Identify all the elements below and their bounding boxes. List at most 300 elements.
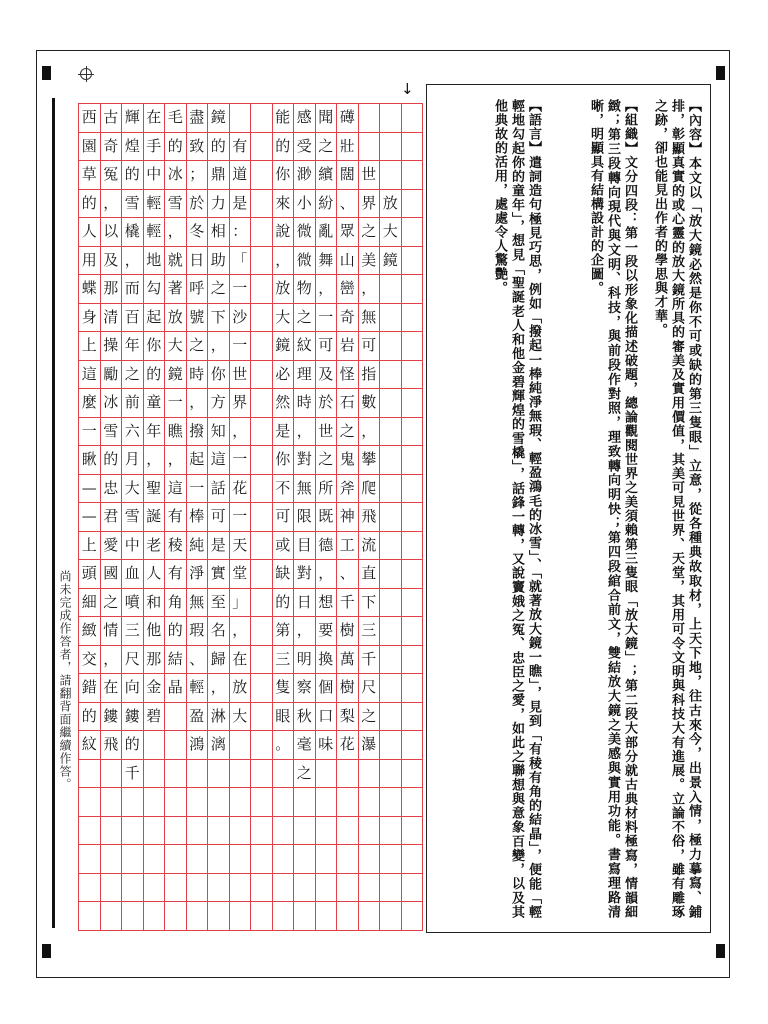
grid-cell <box>250 189 273 219</box>
corner-mark-bottom-left <box>42 944 51 958</box>
grid-cell: 鏡 <box>164 360 187 390</box>
grid-cell: 紋 <box>78 730 101 760</box>
grid-cell: 攀 <box>358 445 381 475</box>
grid-cell <box>250 217 273 247</box>
grid-cell <box>186 787 209 817</box>
grid-cell: 這 <box>78 360 101 390</box>
grid-cell <box>379 873 402 903</box>
grid-cell <box>401 160 424 190</box>
grid-cell: 所 <box>315 474 338 504</box>
grid-cell: 在 <box>229 645 252 675</box>
grid-cell <box>401 474 424 504</box>
grid-cell: 的 <box>121 730 144 760</box>
grid-cell: 年 <box>121 331 144 361</box>
grid-cell: 味 <box>315 730 338 760</box>
grid-cell: 樹 <box>336 616 359 646</box>
grid-cell: 方 <box>207 388 230 418</box>
grid-cell: 、 <box>186 645 209 675</box>
grid-cell: ： <box>229 217 252 247</box>
grid-cell: 一 <box>229 445 252 475</box>
grid-cell: 是 <box>207 531 230 561</box>
grid-cell <box>401 873 424 903</box>
content-text: 本文以「放大鏡必然是你不可或缺的第三隻眼」立意，從各種典故取材，上天下地，往古來今，出景入情，極力摹寫、鋪排，彰顯真實的或心靈的放大鏡所具的審美及實用價值，其美可見世界、天堂，其用可令文明與科技大有進展。立論不俗，雖有雕琢之跡，卻也能見出作者的學思與才華。 <box>652 99 701 920</box>
grid-cell <box>401 901 424 931</box>
grid-cell: 隻 <box>272 673 295 703</box>
grid-cell: 一 <box>229 274 252 304</box>
grid-cell: 的 <box>272 588 295 618</box>
grid-cell: 闊 <box>336 160 359 190</box>
grid-cell: 說 <box>272 217 295 247</box>
grid-cell <box>401 246 424 276</box>
grid-cell: 和 <box>143 588 166 618</box>
grid-cell: 助 <box>207 246 230 276</box>
grid-cell: 之 <box>358 217 381 247</box>
grid-column <box>100 103 124 930</box>
grid-cell: 上 <box>78 531 101 561</box>
grid-cell: 之 <box>100 588 123 618</box>
grid-cell: 鏤 <box>121 702 144 732</box>
grid-cell: ， <box>207 331 230 361</box>
grid-column <box>358 103 382 930</box>
grid-cell: 園 <box>78 132 101 162</box>
grid-cell: 晶 <box>164 673 187 703</box>
grid-cell: 上 <box>78 331 101 361</box>
grid-cell: 界 <box>358 189 381 219</box>
grid-cell: 至 <box>207 588 230 618</box>
grid-cell <box>121 787 144 817</box>
grid-cell: 一 <box>164 388 187 418</box>
grid-cell <box>78 873 101 903</box>
grid-cell: 忠 <box>100 474 123 504</box>
grid-cell: 知 <box>207 417 230 447</box>
grid-cell: 秋 <box>293 702 316 732</box>
grid-cell <box>121 816 144 846</box>
grid-cell: 一 <box>78 417 101 447</box>
grid-cell <box>250 873 273 903</box>
grid-cell: 必 <box>272 360 295 390</box>
grid-cell: 然 <box>272 388 295 418</box>
grid-cell: 及 <box>100 246 123 276</box>
grid-cell: 的 <box>143 360 166 390</box>
grid-cell <box>379 360 402 390</box>
grid-cell: 指 <box>358 360 381 390</box>
grid-cell: 血 <box>121 559 144 589</box>
grid-cell: ， <box>186 388 209 418</box>
grid-cell: 他 <box>143 616 166 646</box>
grid-cell <box>186 873 209 903</box>
grid-cell <box>379 673 402 703</box>
grid-cell <box>358 816 381 846</box>
grid-cell <box>379 417 402 447</box>
grid-cell: 尺 <box>121 645 144 675</box>
grid-cell: ， <box>315 274 338 304</box>
grid-cell: ， <box>143 445 166 475</box>
grid-cell <box>100 759 123 789</box>
grid-cell <box>336 759 359 789</box>
grid-cell: 聖 <box>143 474 166 504</box>
grid-cell: 頭 <box>78 559 101 589</box>
grid-cell: 壯 <box>336 132 359 162</box>
grid-cell: 身 <box>78 303 101 333</box>
grid-cell <box>401 274 424 304</box>
grid-cell <box>315 816 338 846</box>
grid-cell: 年 <box>143 417 166 447</box>
grid-cell <box>229 103 252 133</box>
grid-cell <box>229 787 252 817</box>
registration-crosshair-icon <box>80 68 92 80</box>
grid-cell: 於 <box>186 189 209 219</box>
grid-cell <box>336 901 359 931</box>
grid-cell: 放 <box>379 189 402 219</box>
grid-cell: 的 <box>78 189 101 219</box>
grid-cell: 直 <box>358 559 381 589</box>
grid-cell <box>379 559 402 589</box>
grid-cell: 眼 <box>272 702 295 732</box>
grid-cell: 」 <box>229 588 252 618</box>
grid-cell: 感 <box>293 103 316 133</box>
grid-cell: ， <box>207 673 230 703</box>
grid-cell: 古 <box>100 103 123 133</box>
grid-cell: 來 <box>272 189 295 219</box>
grid-cell: 物 <box>293 274 316 304</box>
grid-cell: 飛 <box>358 502 381 532</box>
grid-cell <box>186 844 209 874</box>
grid-column <box>143 103 167 930</box>
grid-cell <box>250 246 273 276</box>
grid-cell <box>250 616 273 646</box>
corner-mark-bottom-right <box>716 944 725 958</box>
grid-cell: 一 <box>186 474 209 504</box>
grid-cell: 無 <box>293 474 316 504</box>
grid-cell: 勵 <box>100 360 123 390</box>
grid-cell: 你 <box>143 331 166 361</box>
grid-cell <box>250 816 273 846</box>
structure-paragraph <box>550 99 638 919</box>
grid-cell: 繽 <box>315 160 338 190</box>
grid-cell: 清 <box>100 303 123 333</box>
grid-cell <box>401 816 424 846</box>
grid-cell <box>401 132 424 162</box>
grid-cell: 瀑 <box>358 730 381 760</box>
grid-cell <box>272 844 295 874</box>
grid-cell: 操 <box>100 331 123 361</box>
grid-cell: 天 <box>229 531 252 561</box>
grid-cell <box>250 103 273 133</box>
grid-cell: 結 <box>164 645 187 675</box>
grid-cell: 在 <box>143 103 166 133</box>
grid-cell <box>336 844 359 874</box>
language-text: 遣詞造句極見巧思，例如「撥起一棒純淨無瑕、輕盈鴻毛的冰雪」、「就著放大鏡一瞧」，見到「有稜有角的結晶」，便能「輕輕地勾起你的童年」，想見「聖誕老人和他金碧輝煌的雪橇」，話鋒一轉，又說竇娥之冤、忠臣之愛，如此之聯想與意象百變，以及其他典故的活用，處處令人驚艷。 <box>492 99 541 920</box>
grid-cell: 目 <box>293 531 316 561</box>
grid-cell <box>358 759 381 789</box>
grid-cell: 鼎 <box>207 160 230 190</box>
grid-cell: 愛 <box>100 531 123 561</box>
grid-cell <box>272 759 295 789</box>
grid-cell <box>250 303 273 333</box>
grid-cell: 雪 <box>121 502 144 532</box>
grid-cell <box>250 787 273 817</box>
grid-cell <box>250 474 273 504</box>
grid-cell: 美 <box>358 246 381 276</box>
grid-cell: 雪 <box>100 417 123 447</box>
grid-cell <box>164 702 187 732</box>
grid-cell: 樹 <box>336 673 359 703</box>
grid-cell <box>401 588 424 618</box>
grid-cell: 起 <box>143 303 166 333</box>
grid-cell <box>379 303 402 333</box>
grid-cell: ， <box>100 189 123 219</box>
structure-tag: 【組織】 <box>622 99 637 156</box>
grid-cell <box>250 730 273 760</box>
grid-cell <box>250 559 273 589</box>
grid-cell: 道 <box>229 160 252 190</box>
grid-cell: 是 <box>272 417 295 447</box>
grid-cell: ， <box>121 246 144 276</box>
down-arrow-icon: ↓ <box>401 80 414 98</box>
grid-cell: 毫 <box>293 730 316 760</box>
grid-cell <box>379 103 402 133</box>
structure-text: 文分四段：第一段以形象化描述破題，總論觀閱世界之美須賴第三隻眼「放大鏡」；第二段大部分就古典材料極寫，情韻細緻；第三段轉向現代與文明、科技，與前段作對照，理致轉向明快；第四段綰合前文，雙結放大鏡之美感與實用功能。書寫理路清晰，明顯具有結構設計的企圖。 <box>588 99 637 920</box>
grid-cell <box>401 417 424 447</box>
grid-cell: 微 <box>293 217 316 247</box>
grid-cell: 奇 <box>100 132 123 162</box>
grid-cell <box>186 816 209 846</box>
grid-cell: 漓 <box>207 730 230 760</box>
grid-column <box>293 103 317 930</box>
grid-cell <box>207 759 230 789</box>
grid-cell: 時 <box>293 388 316 418</box>
grid-cell: 中 <box>143 160 166 190</box>
grid-cell <box>78 844 101 874</box>
grid-column <box>401 103 425 930</box>
grid-cell: 紋 <box>293 331 316 361</box>
grid-cell <box>250 702 273 732</box>
grid-cell: 下 <box>358 588 381 618</box>
grid-cell <box>379 702 402 732</box>
grid-cell <box>379 645 402 675</box>
grid-cell: 瞧 <box>164 417 187 447</box>
grid-cell: 你 <box>272 445 295 475</box>
grid-cell: 下 <box>207 303 230 333</box>
grid-cell: 的 <box>207 132 230 162</box>
grid-cell: 輕 <box>143 217 166 247</box>
grid-cell <box>229 873 252 903</box>
grid-cell: 明 <box>293 645 316 675</box>
grid-cell <box>379 759 402 789</box>
grid-cell: 、 <box>336 189 359 219</box>
grid-column <box>272 103 296 930</box>
grid-cell: 千 <box>358 645 381 675</box>
grid-cell: 有 <box>164 502 187 532</box>
grid-cell <box>78 816 101 846</box>
grid-cell <box>207 873 230 903</box>
grid-cell <box>293 844 316 874</box>
grid-cell: 那 <box>100 274 123 304</box>
grid-cell <box>250 673 273 703</box>
grid-cell: 童 <box>143 388 166 418</box>
grid-cell: 數 <box>358 388 381 418</box>
grid-cell <box>293 816 316 846</box>
grid-cell <box>401 103 424 133</box>
grid-cell: 千 <box>336 588 359 618</box>
grid-cell <box>143 787 166 817</box>
grid-cell <box>401 331 424 361</box>
grid-cell: 巒 <box>336 274 359 304</box>
grid-cell: 神 <box>336 502 359 532</box>
grid-cell: ， <box>272 246 295 276</box>
grid-cell <box>143 730 166 760</box>
grid-cell: 前 <box>121 388 144 418</box>
grid-cell: ， <box>229 616 252 646</box>
grid-cell <box>379 844 402 874</box>
grid-column <box>78 103 102 930</box>
grid-cell: 之 <box>121 360 144 390</box>
grid-cell <box>143 816 166 846</box>
grid-cell: 之 <box>315 132 338 162</box>
grid-cell <box>336 816 359 846</box>
unfinished-note: 尚未完成作答者，請翻背面繼續作答。 <box>58 570 72 791</box>
grid-cell <box>401 217 424 247</box>
grid-cell: 放 <box>272 274 295 304</box>
grid-cell: 無 <box>186 588 209 618</box>
grid-cell: 號 <box>186 303 209 333</box>
grid-cell: 爬 <box>358 474 381 504</box>
grid-cell <box>78 787 101 817</box>
grid-cell <box>143 844 166 874</box>
grid-cell <box>164 816 187 846</box>
corner-mark-top-left <box>42 66 51 80</box>
grid-cell: 聞 <box>315 103 338 133</box>
grid-cell: 稜 <box>164 531 187 561</box>
grid-cell: 一 <box>229 502 252 532</box>
grid-column <box>229 103 253 930</box>
grid-cell: 紛 <box>315 189 338 219</box>
grid-cell: 。 <box>272 730 295 760</box>
grid-cell: 起 <box>186 445 209 475</box>
grid-cell: 老 <box>143 531 166 561</box>
grid-cell <box>401 787 424 817</box>
grid-cell: 沙 <box>229 303 252 333</box>
grid-cell: 人 <box>143 559 166 589</box>
grid-cell: 細 <box>78 588 101 618</box>
grid-cell: 眾 <box>336 217 359 247</box>
grid-cell: ， <box>164 445 187 475</box>
grid-cell: 換 <box>315 645 338 675</box>
grid-cell: 勾 <box>143 274 166 304</box>
grid-cell <box>164 844 187 874</box>
grid-cell: 之 <box>293 303 316 333</box>
grid-cell: 世 <box>315 417 338 447</box>
grid-cell <box>401 303 424 333</box>
grid-cell: 世 <box>229 360 252 390</box>
grid-cell <box>379 816 402 846</box>
grid-cell: 流 <box>358 531 381 561</box>
grid-cell: 之 <box>186 331 209 361</box>
grid-cell: 瞅 <box>78 445 101 475</box>
grid-cell: 的 <box>121 160 144 190</box>
grid-cell: 人 <box>78 217 101 247</box>
grid-cell: 時 <box>186 360 209 390</box>
grid-cell: 山 <box>336 246 359 276</box>
grid-cell: 或 <box>272 531 295 561</box>
grid-cell <box>100 844 123 874</box>
grid-cell: 可 <box>315 331 338 361</box>
grid-cell: 萬 <box>336 645 359 675</box>
grid-cell <box>207 901 230 931</box>
grid-cell: 的 <box>164 616 187 646</box>
grid-cell: 三 <box>272 645 295 675</box>
grid-cell: 礡 <box>336 103 359 133</box>
grid-cell: 這 <box>164 474 187 504</box>
grid-cell: 情 <box>100 616 123 646</box>
grid-cell: 理 <box>293 360 316 390</box>
grid-cell: 名 <box>207 616 230 646</box>
grid-cell: 棒 <box>186 502 209 532</box>
grid-cell: 三 <box>358 616 381 646</box>
grid-cell: 於 <box>315 388 338 418</box>
grid-cell: 鏡 <box>379 246 402 276</box>
grid-cell <box>78 901 101 931</box>
grid-cell: 碧 <box>143 702 166 732</box>
grid-cell <box>207 844 230 874</box>
grid-cell: — <box>78 474 101 504</box>
grid-cell: 微 <box>293 246 316 276</box>
grid-cell <box>379 331 402 361</box>
grid-cell <box>379 502 402 532</box>
grid-cell: 限 <box>293 502 316 532</box>
grid-cell <box>358 103 381 133</box>
grid-cell <box>121 901 144 931</box>
grid-cell: ； <box>186 160 209 190</box>
grid-cell <box>358 901 381 931</box>
grid-cell: 冰 <box>100 388 123 418</box>
grid-cell: 尺 <box>358 673 381 703</box>
grid-cell <box>250 759 273 789</box>
grid-cell <box>315 901 338 931</box>
grid-cell: 交 <box>78 645 101 675</box>
grid-cell <box>250 588 273 618</box>
grid-cell: 雪 <box>121 189 144 219</box>
grid-cell: 之 <box>358 702 381 732</box>
grid-cell: 相 <box>207 217 230 247</box>
grid-cell: 月 <box>121 445 144 475</box>
grid-cell <box>336 873 359 903</box>
grid-cell: 渺 <box>293 160 316 190</box>
grid-cell: 你 <box>207 360 230 390</box>
grid-cell <box>186 901 209 931</box>
grid-cell: 日 <box>293 588 316 618</box>
language-paragraph <box>454 99 542 919</box>
grid-cell <box>358 873 381 903</box>
grid-cell <box>272 901 295 931</box>
grid-cell: 冤 <box>100 160 123 190</box>
grid-cell: 可 <box>207 502 230 532</box>
grid-cell <box>164 730 187 760</box>
grid-cell: 怪 <box>336 360 359 390</box>
grid-cell: 呼 <box>186 274 209 304</box>
grid-cell <box>379 588 402 618</box>
grid-cell: ， <box>315 559 338 589</box>
grid-cell: 手 <box>143 132 166 162</box>
grid-cell: ， <box>229 417 252 447</box>
grid-cell <box>164 787 187 817</box>
grid-cell: 堂 <box>229 559 252 589</box>
grid-cell: 誕 <box>143 502 166 532</box>
grid-cell: 能 <box>272 103 295 133</box>
grid-cell: 要 <box>315 616 338 646</box>
grid-cell: ， <box>293 616 316 646</box>
grid-cell <box>186 759 209 789</box>
